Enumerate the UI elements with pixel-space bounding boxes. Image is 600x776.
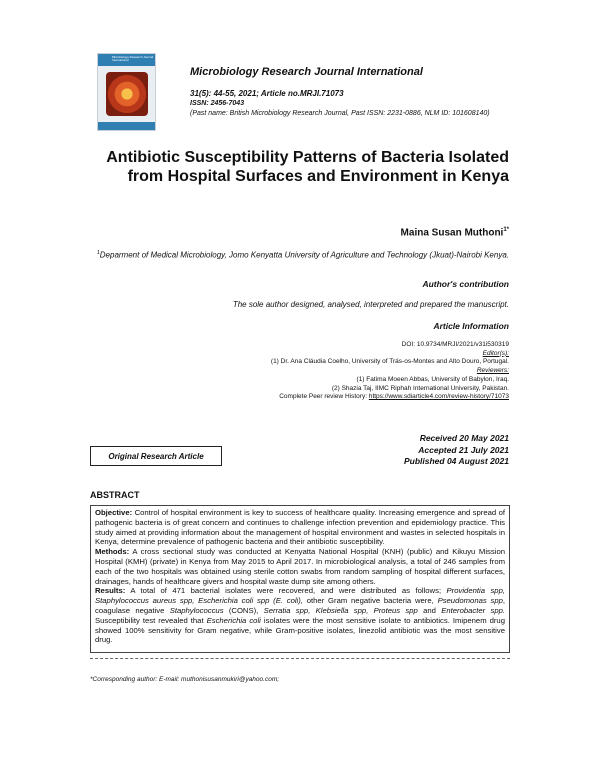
author-line [401, 227, 509, 238]
journal-cover-thumbnail [97, 53, 156, 131]
methods-label: Methods: [95, 547, 130, 557]
accepted-date: Accepted 21 July 2021 [418, 444, 509, 455]
abstract-box [90, 505, 510, 653]
corresponding-author: *Corresponding author: E-mail: muthonisusanmukiri@yahoo.com; [90, 676, 280, 683]
methods-text: A cross sectional study was conducted at Kenyatta National Hospital (KNH) (public) and Kikuyu Mission Hospital (KMH) (private) in Kenya from May 2015 to April 2017. In microbiological analysis, a total of 246 samples from each of the two hospitals was obtained using sterile cotton swabs from random sampling of hospital different surfaces, drainages, hands of healthcare givers and hospital waste dump site among others. [95, 547, 505, 586]
issn: ISSN: 2456-7043 [190, 100, 245, 107]
results-text-e: and [423, 605, 436, 615]
editor-1: (1) Dr. Ana Cláudia Coelho, University of Trás-os-Montes and Alto Douro, Portugal. [270, 358, 509, 366]
affiliation-mark: 1 [96, 250, 100, 256]
contribution-text: The sole author designed, analysed, interpreted and prepared the manuscript. [232, 300, 509, 309]
abstract-methods [95, 547, 505, 586]
objective-label: Objective: [95, 508, 133, 517]
results-text-d: (CONS), [228, 605, 259, 615]
affiliation [79, 248, 509, 261]
abstract-objective [95, 508, 505, 547]
objective-text: Control of hospital environment is key to success of healthcare quality. Increasing emergence and spread of pathogenic bacteria is of great concern and continues to challenge infection prevention and epidemiology practice. This study aimed at providing information about the management of hospital environment and wastes in selected hospitals in Kenya, determine prevalence of pathogenic bacteria and their antibiotic susceptibility. [95, 508, 505, 547]
doi: DOI: 10.9734/MRJI/2021/v31i530319 [401, 341, 509, 348]
footnote-separator [90, 658, 510, 659]
results-organisms-3: Staphylococcus [169, 605, 224, 615]
article-dates [404, 433, 509, 468]
results-organisms-6: Escherichia coli [206, 615, 261, 625]
paper-title: Antibiotic Susceptibility Patterns of Bacteria Isolated from Hospital Surfaces and Environment in Kenya [106, 149, 509, 185]
review-history-link[interactable]: https://www.sdiarticle4.com/review-history/71073 [368, 393, 509, 401]
abstract-heading: ABSTRACT [90, 490, 140, 500]
article-type-box [90, 446, 222, 466]
cover-bottom-band [98, 122, 155, 130]
journal-name: Microbiology Research Journal International [190, 66, 423, 78]
results-label: Results: [95, 586, 126, 596]
results-organisms-5: Enterobacter spp. [441, 605, 506, 615]
published-date: Published 04 August 2021 [403, 456, 509, 466]
cover-artwork [106, 72, 148, 116]
reviewer-1: (1) Fatima Moeen Abbas, University of Babylon, Iraq. [356, 375, 509, 383]
review-history [89, 393, 509, 402]
article-info-heading: Article Information [433, 321, 509, 331]
results-organisms-2: Pseudomonas spp [437, 596, 503, 606]
article-type: Original Research Article [108, 451, 204, 461]
volume-info: 31(5): 44-55, 2021; Article no.MRJI.71073 [190, 89, 344, 98]
results-text-f: Susceptibility test revealed that [95, 615, 204, 625]
results-organisms-1: Providentia spp, Staphylococcus aureus spp, Escherichia coli spp (E. coli), [95, 586, 505, 606]
reviewer-2: (2) Shazia Taj, IIMC Riphah International University, Pakistan. [331, 384, 509, 392]
contribution-heading: Author's contribution [422, 279, 509, 289]
review-history-label: Complete Peer review History: [279, 393, 368, 401]
results-text-b: other Gram negative bacteria were, [306, 596, 434, 606]
results-organisms-4: Serratia spp, Klebsiella spp, Proteus spp [263, 605, 418, 615]
editors-label: Editor(s): [482, 349, 509, 357]
results-text-a: A total of 471 bacterial isolates were recovered, and were distributed as follows; [130, 586, 442, 596]
affiliation-text: Deparment of Medical Microbiology, Jomo Kenyatta University of Agriculture and Technology (Jkuat)-Nairobi Kenya. [99, 250, 509, 260]
results-text-g: isolates were the most sensitive isolate to antibiotics. Imipenem drug showed 100% sensitivity for Gram negative, while Gram-positive isolates, linezolid antibiotic was the most sensitive drug. [95, 615, 505, 645]
author-name: Maina Susan Muthoni [400, 227, 504, 239]
received-date: Received 20 May 2021 [419, 433, 509, 443]
author-mark: 1* [503, 227, 509, 233]
reviewers-label: Reviewers: [476, 367, 509, 375]
abstract-results [95, 586, 505, 645]
cover-mini-title: Microbiology Research Journal International [112, 55, 154, 62]
past-name: (Past name: British Microbiology Research Journal, Past ISSN: 2231-0886, NLM ID: 101608140) [190, 110, 490, 117]
article-info-block [89, 341, 509, 402]
results-text-c: , coagulase negative [95, 596, 506, 615]
